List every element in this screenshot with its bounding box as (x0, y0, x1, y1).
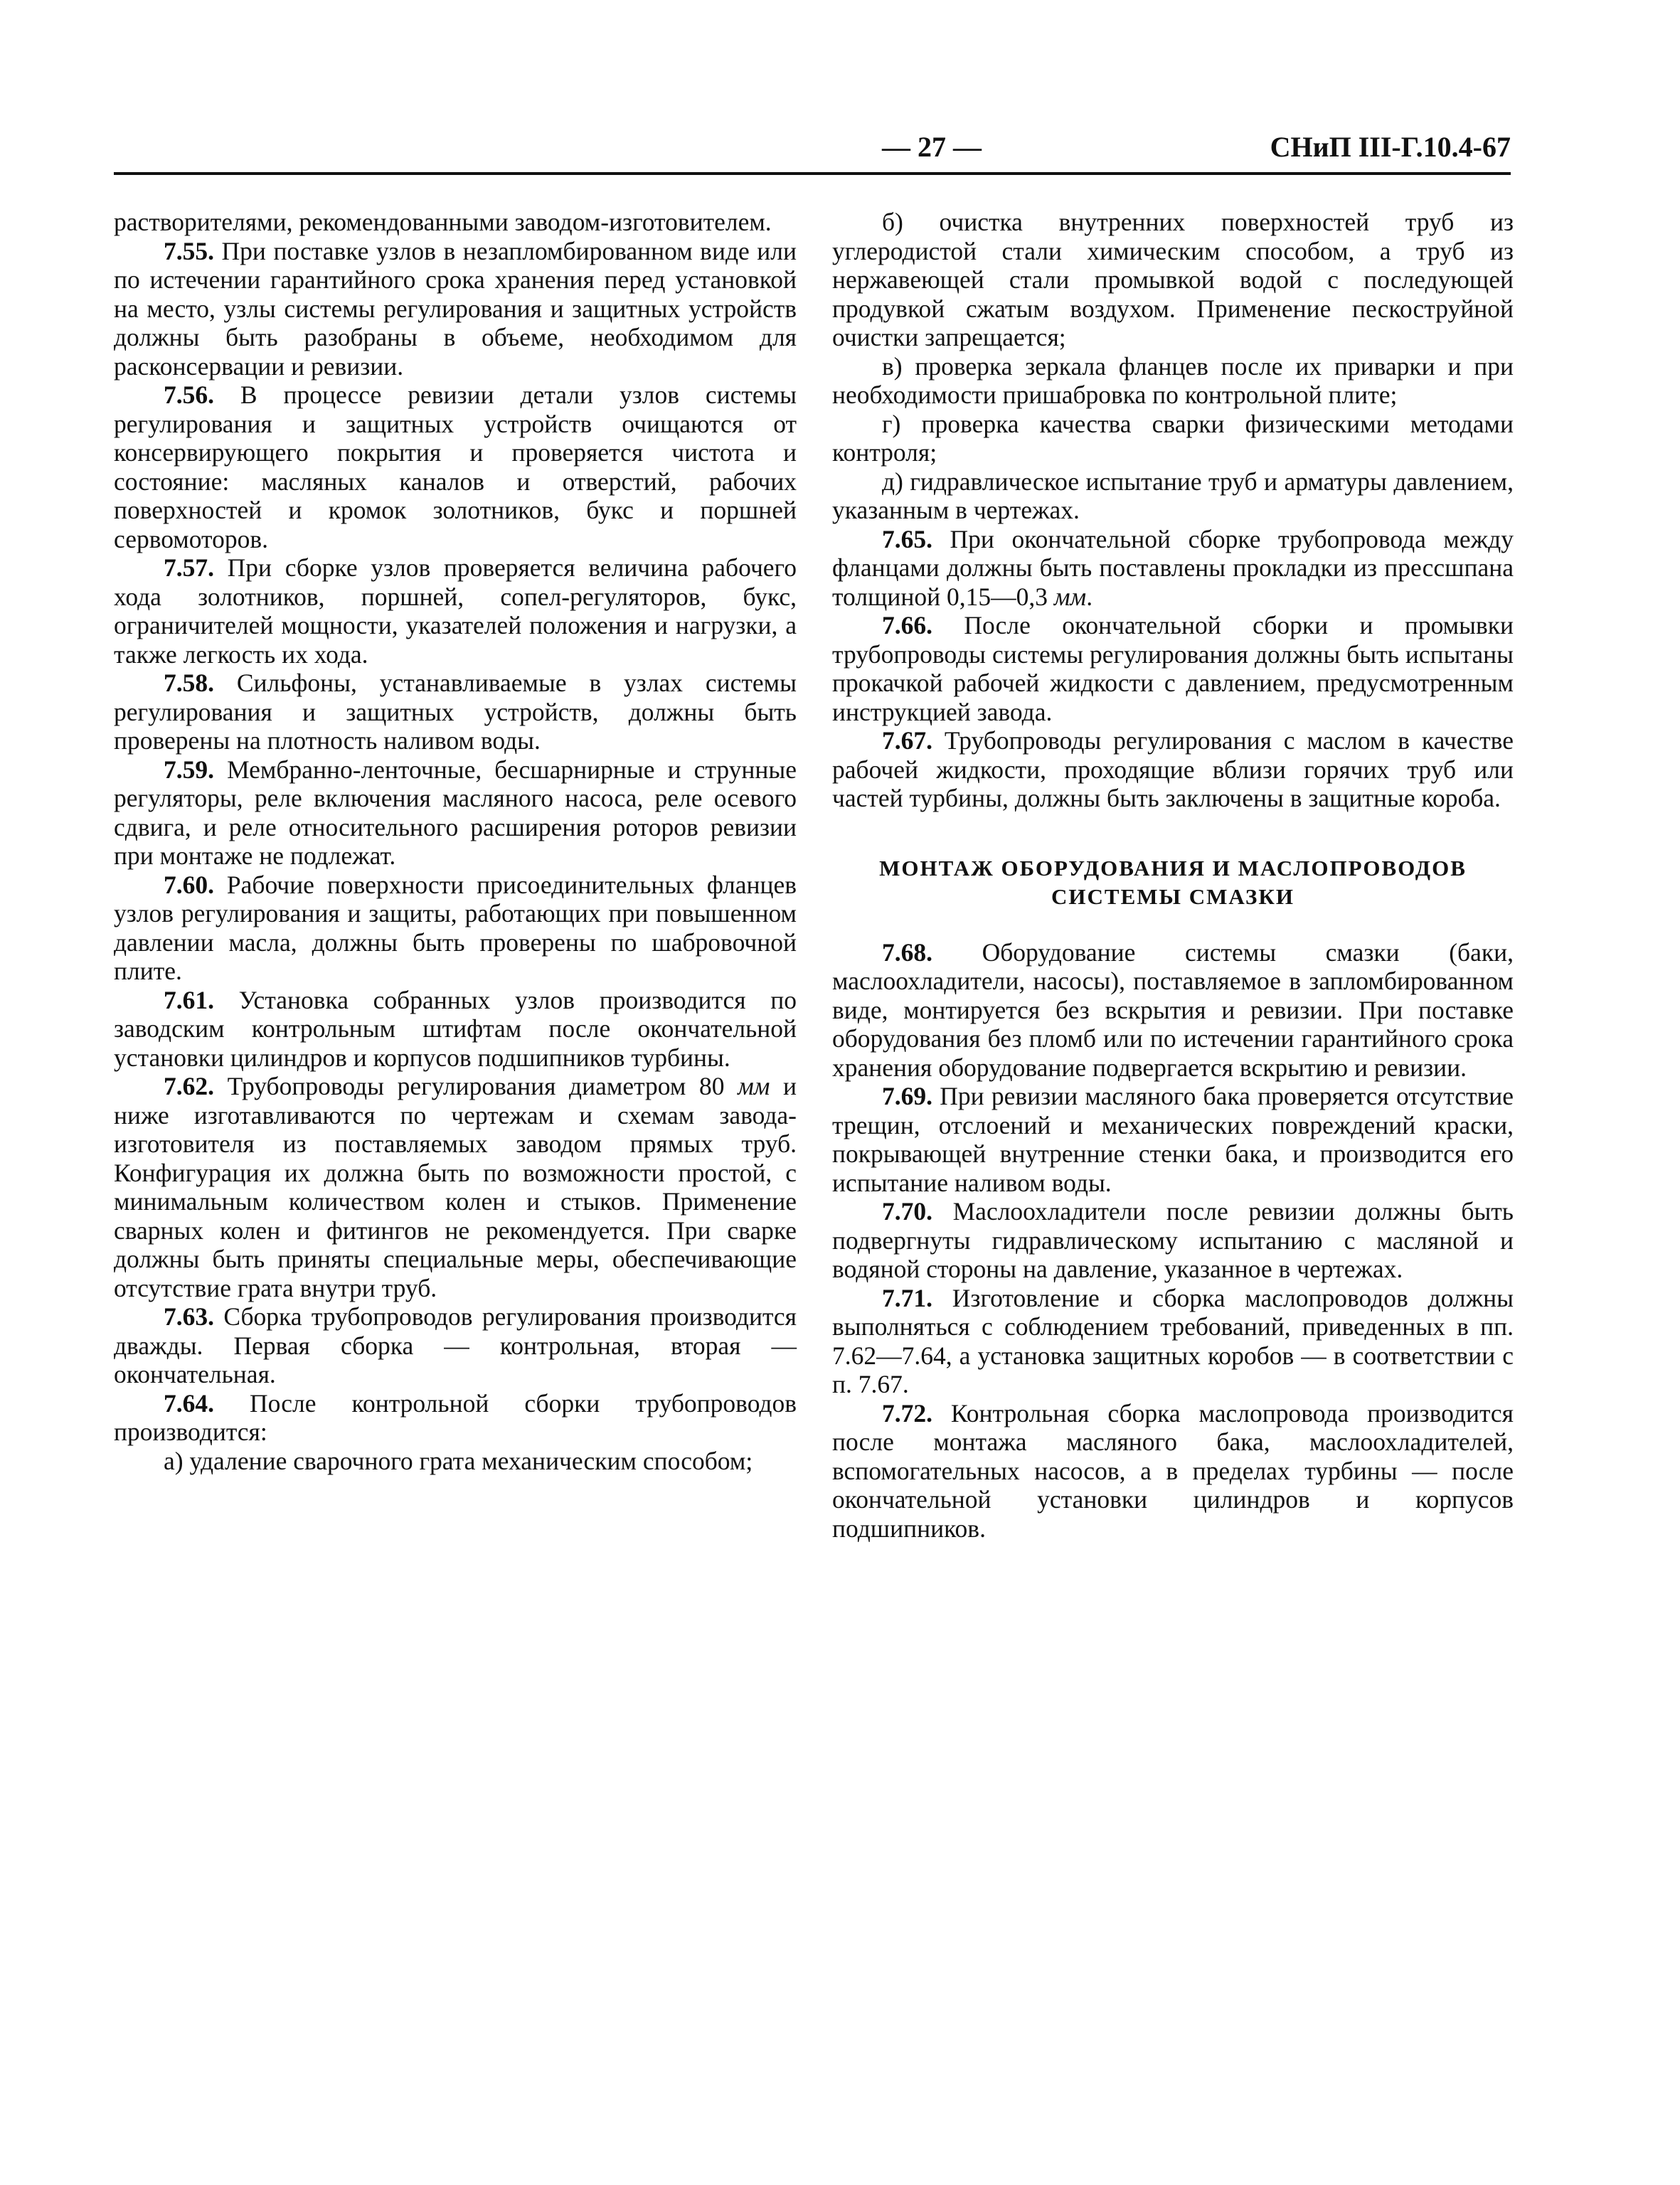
section-heading-line-1: МОНТАЖ ОБОРУДОВАНИЯ И МАСЛОПРОВОДОВ (879, 855, 1467, 881)
clause-text: . (1086, 582, 1093, 611)
list-item-v: в) проверка зеркала фланцев после их приварки и при необходимости пришабровка по контрольной плите; (832, 351, 1514, 409)
clause-text: Сильфоны, устанавливаемые в узлах системы регулирования и защитных устройств, должны быть проверены на плотность наливом воды. (114, 669, 797, 755)
paragraph-7-66 (832, 611, 1514, 726)
clause-text: В процессе ревизии детали узлов системы регулирования и защитных устройств очищаются от консервирующего покрытия и проверяется чистота и состояние: масляных каналов и отверстий, рабочих поверхностей и кромок золотников, букс и поршней сервомоторов. (114, 381, 797, 553)
clause-number: 7.68. (882, 937, 932, 967)
clause-number: 7.60. (164, 870, 214, 899)
paragraph-7-58 (114, 669, 797, 755)
paragraph-7-62 (114, 1072, 797, 1302)
clause-number: 7.65. (882, 524, 932, 553)
clause-number: 7.62. (164, 1072, 214, 1100)
paragraph-7-69 (832, 1082, 1514, 1197)
paragraph-7-70 (832, 1197, 1514, 1284)
clause-number: 7.55. (164, 236, 214, 265)
clause-text: и ниже изготавливаются по чертежам и схемам завода-изготовителя из поставляемых заводом прямых труб. Конфигурация их должна быть по возможности простой, с минимальным количеством колен и стыков. Применение сварных колен и фитингов не рекомендуется. При сварке должны быть приняты специальные меры, обеспечивающие отсутствие грата внутри труб. (114, 1072, 797, 1302)
paragraph-continuation: растворителями, рекомендованными заводом-изготовителем. (114, 208, 772, 236)
clause-text: При сборке узлов проверяется величина рабочего хода золотников, поршней, сопел-регуляторов, букс, ограничителей мощности, указателей положения и нагрузки, а также легкость их хода. (114, 553, 797, 669)
page-header (114, 129, 1511, 175)
unit-mm: мм (738, 1072, 770, 1100)
clause-number: 7.66. (882, 611, 932, 639)
paragraph-7-64 (114, 1389, 797, 1447)
paragraph-7-59 (114, 755, 797, 871)
list-item-b: б) очистка внутренних поверхностей труб из углеродистой стали химическим способом, а труб из нержавеющей стали промывкой водой с последующей продувкой сжатым воздухом. Применение пескоструйной очистки запрещается; (832, 208, 1514, 351)
paragraph-7-57 (114, 553, 797, 669)
paragraph-7-65 (832, 525, 1514, 612)
paragraph-7-68 (832, 938, 1514, 1083)
clause-number: 7.63. (164, 1302, 214, 1331)
section-heading-line-2: СИСТЕМЫ СМАЗКИ (1051, 883, 1294, 909)
list-item-d: д) гидравлическое испытание труб и арматуры давлением, указанным в чертежах. (832, 467, 1514, 524)
paragraph-7-72 (832, 1399, 1514, 1543)
right-column (832, 208, 1514, 1543)
unit-mm: мм (1053, 582, 1087, 611)
clause-number: 7.72. (882, 1398, 932, 1428)
clause-number: 7.69. (882, 1082, 932, 1110)
clause-text: Установка собранных узлов производится по заводским контрольным штифтам после окончательной установки цилиндров и корпусов подшипников турбины. (114, 985, 797, 1072)
clause-text: Оборудование системы смазки (баки, маслоохладители, насосы), поставляемое в запломбированном виде, монтируется без вскрытия и ревизии. При поставке оборудования без пломб или по истечении гарантийного срока хранения оборудование подвергается вскрытию и ревизии. (832, 937, 1514, 1082)
clause-text: Рабочие поверхности присоединительных фланцев узлов регулирования и защиты, работающих при повышенном давлении масла, должны быть проверены по шабровочной плите. (114, 870, 797, 985)
clause-text: Трубопроводы регулирования диаметром 80 (214, 1072, 738, 1100)
clause-text: Сборка трубопроводов регулирования производится дважды. Первая сборка — контрольная, вторая — окончательная. (114, 1302, 797, 1388)
clause-number: 7.58. (164, 669, 214, 697)
paragraph-7-71 (832, 1284, 1514, 1399)
clause-text: Маслоохладители после ревизии должны быть подвергнуты гидравлическому испытанию с масляной и водяной стороны на давление, указанное в чертежах. (832, 1197, 1514, 1283)
clause-text: При ревизии масляного бака проверяется отсутствие трещин, отслоений и механических повреждений краски, покрывающей внутренние стенки бака, и производится его испытание наливом воды. (832, 1082, 1514, 1197)
clause-number: 7.61. (164, 985, 214, 1014)
list-item-a: а) удаление сварочного грата механическим способом; (164, 1446, 753, 1475)
clause-text: При окончательной сборке трубопровода между фланцами должны быть поставлены прокладки из прессшпана толщиной 0,15—0,3 (832, 524, 1514, 611)
left-column (114, 208, 797, 1475)
clause-text: Контрольная сборка маслопровода производится после монтажа масляного бака, маслоохладителей, вспомогательных насосов, а в пределах турбины — после окончательной установки цилиндров и корпусов подшипников. (832, 1398, 1514, 1543)
section-heading (832, 854, 1514, 911)
clause-text: После контрольной сборки трубопроводов производится: (114, 1388, 797, 1446)
clause-number: 7.57. (164, 553, 214, 582)
clause-number: 7.56. (164, 381, 214, 409)
clause-number: 7.59. (164, 755, 214, 784)
clause-number: 7.70. (882, 1197, 932, 1226)
clause-text: При поставке узлов в незапломбированном виде или по истечении гарантийного срока хранения перед установкой на место, узлы системы регулирования и защитных устройств должны быть разобраны в объеме, необходимом для расконсервации и ревизии. (114, 236, 797, 381)
list-item-g: г) проверка качества сварки физическими методами контроля; (832, 409, 1514, 467)
clause-text: Изготовление и сборка маслопроводов должны выполняться с соблюдением требований, приведенных в пп. 7.62—7.64, а установка защитных коробов — в соответствии с п. 7.67. (832, 1283, 1514, 1398)
clause-text: Мембранно-ленточные, бесшарнирные и струнные регуляторы, реле включения масляного насоса, реле осевого сдвига, и реле относительного расширения роторов ревизии при монтаже не подлежат. (114, 755, 797, 870)
paragraph-7-55 (114, 237, 797, 381)
paragraph-7-60 (114, 871, 797, 986)
paragraph-7-67 (832, 726, 1514, 813)
clause-number: 7.71. (882, 1283, 932, 1312)
clause-number: 7.64. (164, 1388, 214, 1418)
clause-text: После окончательной сборки и промывки трубопроводы системы регулирования должны быть испытаны прокачкой рабочей жидкости с давлением, предусмотренным инструкцией завода. (832, 611, 1514, 726)
paragraph-7-63 (114, 1302, 797, 1389)
paragraph-7-61 (114, 986, 797, 1073)
document-code: СНиП III-Г.10.4-67 (1270, 131, 1511, 163)
clause-number: 7.67. (882, 726, 932, 755)
page-number: — 27 — (882, 131, 982, 163)
paragraph-7-56 (114, 381, 797, 553)
clause-text: Трубопроводы регулирования с маслом в качестве рабочей жидкости, проходящие вблизи горячих труб или частей турбины, должны быть заключены в защитные короба. (832, 726, 1514, 812)
